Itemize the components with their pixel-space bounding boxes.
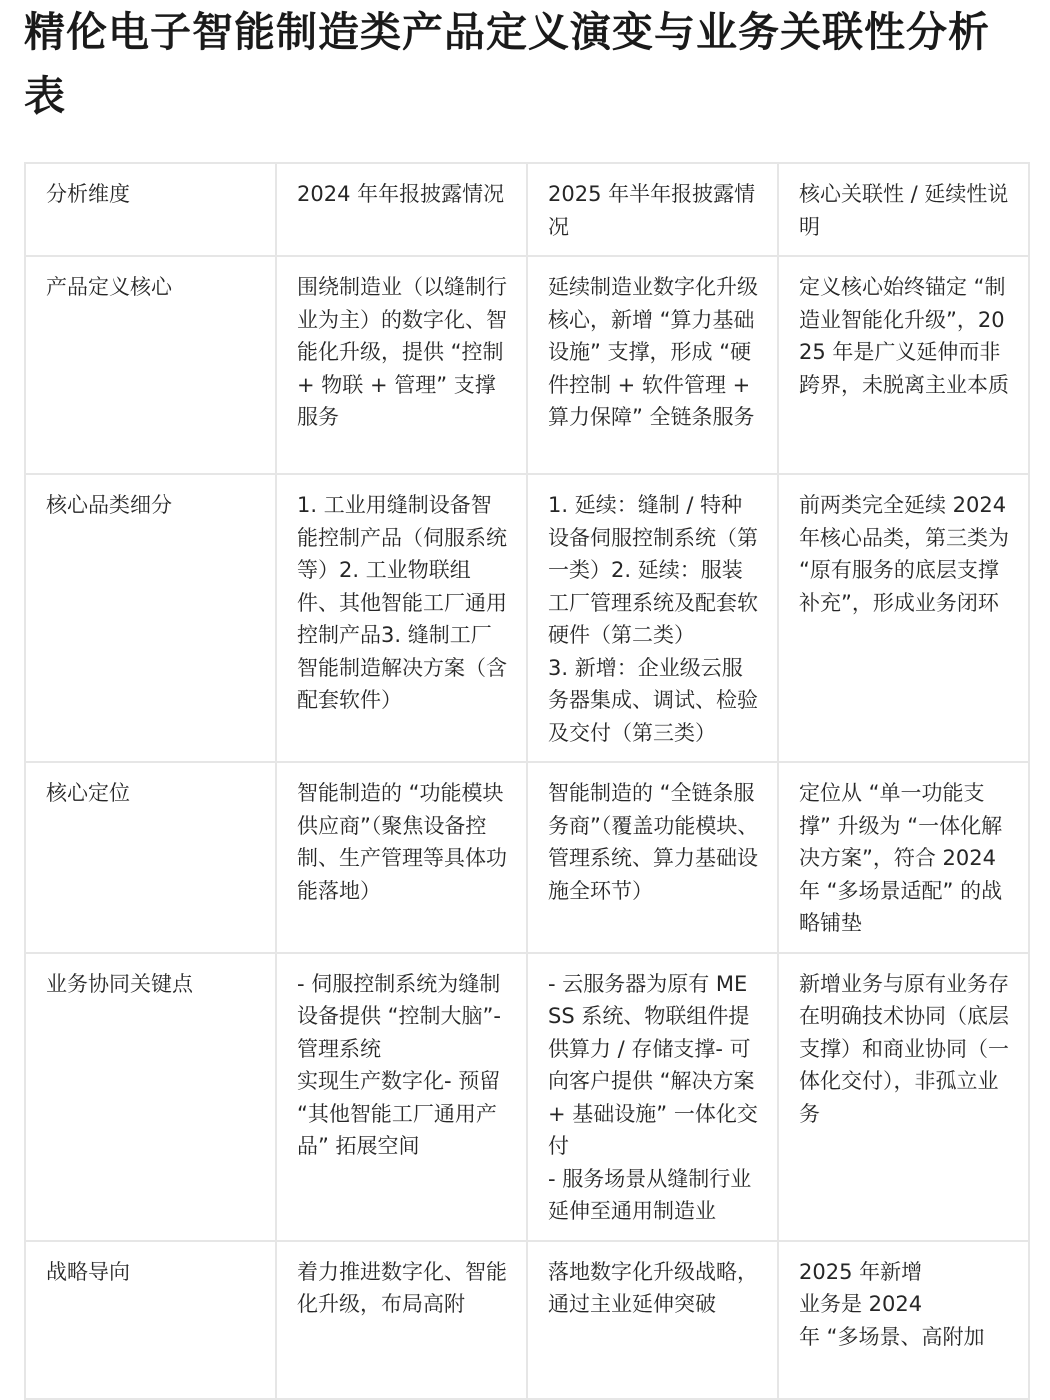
cell-dimension: 业务协同关键点 — [25, 953, 276, 1241]
cell-dimension: 产品定义核心 — [25, 256, 276, 474]
table-row — [25, 1241, 1029, 1399]
cell-2024: 着力推进数字化、智能化升级，布局高附 — [276, 1241, 527, 1399]
header-relevance-note: 核心关联性 / 延续性说明 — [778, 163, 1029, 256]
analysis-table-container — [24, 162, 1028, 1400]
cell-note: 2025 年新增 业务是 2024 年 “多场景、高附加 — [778, 1241, 1029, 1399]
cell-note: 前两类完全延续 2024 年核心品类，第三类为 “原有服务的底层支撑补充”，形成业务闭环 — [778, 474, 1029, 762]
table-row — [25, 474, 1029, 762]
cell-2024: 1. 工业用缝制设备智能控制产品（伺服系统等）2. 工业物联组件、其他智能工厂通用控制产品3. 缝制工厂智能制造解决方案（含配套软件） — [276, 474, 527, 762]
cell-2024: - 伺服控制系统为缝制设备提供 “控制大脑”- 管理系统 实现生产数字化- 预留 “其他智能工厂通用产品” 拓展空间 — [276, 953, 527, 1241]
cell-2025: 延续制造业数字化升级核心，新增 “算力基础设施” 支撑，形成 “硬件控制 + 软件管理 + 算力保障” 全链条服务 — [527, 256, 778, 474]
cell-2024: 智能制造的 “功能模块供应商”（聚焦设备控制、生产管理等具体功能落地） — [276, 762, 527, 953]
cell-note: 新增业务与原有业务存在明确技术协同（底层支撑）和商业协同（一体化交付），非孤立业务 — [778, 953, 1029, 1241]
cell-note: 定义核心始终锚定 “制造业智能化升级”，2025 年是广义延伸而非跨界，未脱离主业本质 — [778, 256, 1029, 474]
cell-dimension: 核心定位 — [25, 762, 276, 953]
cell-dimension: 核心品类细分 — [25, 474, 276, 762]
table-row — [25, 953, 1029, 1241]
cell-2025: 智能制造的 “全链条服务商”（覆盖功能模块、管理系统、算力基础设施全环节） — [527, 762, 778, 953]
table-row — [25, 256, 1029, 474]
header-dimension: 分析维度 — [25, 163, 276, 256]
cell-2024: 围绕制造业（以缝制行业为主）的数字化、智能化升级，提供 “控制 + 物联 + 管理” 支撑服务 — [276, 256, 527, 474]
cell-2025: - 云服务器为原有 MESS 系统、物联组件提供算力 / 存储支撑- 可向客户提供 “解决方案 + 基础设施” 一体化交付 - 服务场景从缝制行业延伸至通用制造业 — [527, 953, 778, 1241]
cell-dimension: 战略导向 — [25, 1241, 276, 1399]
table-row — [25, 762, 1029, 953]
cell-2025: 1. 延续：缝制 / 特种设备伺服控制系统（第一类）2. 延续：服装工厂管理系统及配套软硬件（第二类） 3. 新增：企业级云服务器集成、调试、检验及交付（第三类） — [527, 474, 778, 762]
page-title: 精伦电子智能制造类产品定义演变与业务关联性分析表 — [24, 8, 990, 120]
table-header-row — [25, 163, 1029, 256]
analysis-table — [24, 162, 1030, 1400]
header-2025-half-year-report: 2025 年半年报披露情况 — [527, 163, 778, 256]
cell-2025: 落地数字化升级战略，通过主业延伸突破 — [527, 1241, 778, 1399]
cell-note: 定位从 “单一功能支撑” 升级为 “一体化解决方案”，符合 2024 年 “多场景适配” 的战略铺垫 — [778, 762, 1029, 953]
header-2024-annual-report: 2024 年年报披露情况 — [276, 163, 527, 256]
